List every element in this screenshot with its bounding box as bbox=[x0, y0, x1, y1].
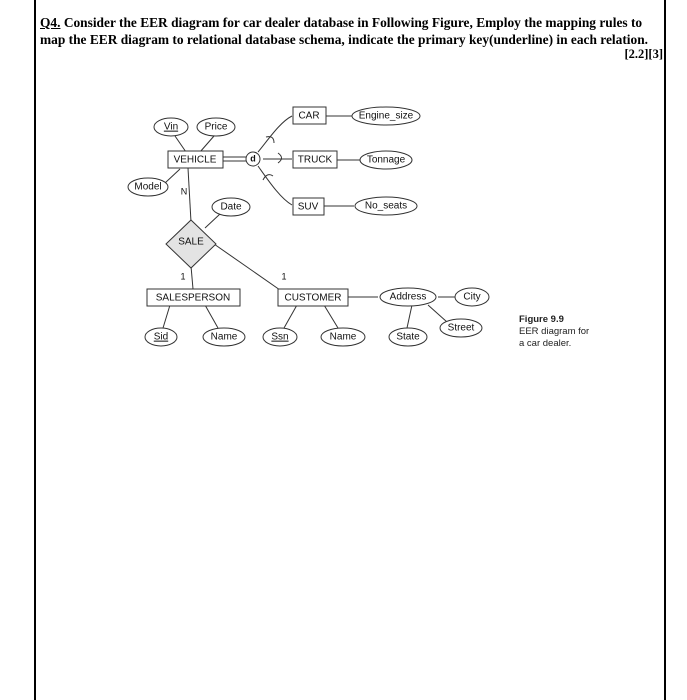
entity-customer: CUSTOMER bbox=[284, 292, 342, 304]
attr-sid: Sid bbox=[153, 331, 169, 343]
figure-number: Figure 9.9 bbox=[519, 314, 564, 325]
cardinality-salesperson: 1 bbox=[180, 271, 186, 282]
caption-line-2: a car dealer. bbox=[519, 338, 572, 349]
question-body: Consider the EER diagram for car dealer database in Following Figure, Employ the mapping rules to map the EER diagram to relational database schema, indicate the primary key(underline) in each relation. bbox=[40, 15, 649, 47]
caption-line-1: EER diagram for bbox=[519, 326, 590, 337]
entity-vehicle: VEHICLE bbox=[173, 154, 217, 166]
attr-model: Model bbox=[134, 181, 162, 193]
attr-cust-name: Name bbox=[329, 331, 357, 343]
attr-street: Street bbox=[447, 322, 475, 334]
attr-address: Address bbox=[389, 291, 427, 303]
question-number: Q4. bbox=[40, 15, 61, 30]
attr-sp-name: Name bbox=[210, 331, 238, 343]
attr-ssn: Ssn bbox=[271, 331, 289, 343]
disjoint-label: d bbox=[250, 153, 256, 164]
attr-date: Date bbox=[220, 201, 242, 213]
question-marks: [2.2][3] bbox=[624, 47, 663, 61]
attr-city: City bbox=[463, 291, 481, 303]
cardinality-vehicle: N bbox=[180, 186, 188, 197]
attr-tonnage: Tonnage bbox=[366, 154, 406, 166]
attr-state: State bbox=[396, 331, 420, 343]
figure-caption bbox=[519, 314, 619, 350]
cardinality-customer: 1 bbox=[281, 271, 287, 282]
attr-engine-size: Engine_size bbox=[358, 110, 414, 122]
relationship-sale: SALE bbox=[178, 236, 204, 248]
entity-suv: SUV bbox=[297, 201, 319, 213]
entity-salesperson: SALESPERSON bbox=[155, 292, 231, 304]
attr-no-seats: No_seats bbox=[364, 200, 408, 212]
entity-truck: TRUCK bbox=[297, 154, 333, 166]
entity-car: CAR bbox=[298, 110, 320, 122]
attr-price: Price bbox=[204, 121, 228, 133]
attr-vin: Vin bbox=[163, 121, 179, 133]
